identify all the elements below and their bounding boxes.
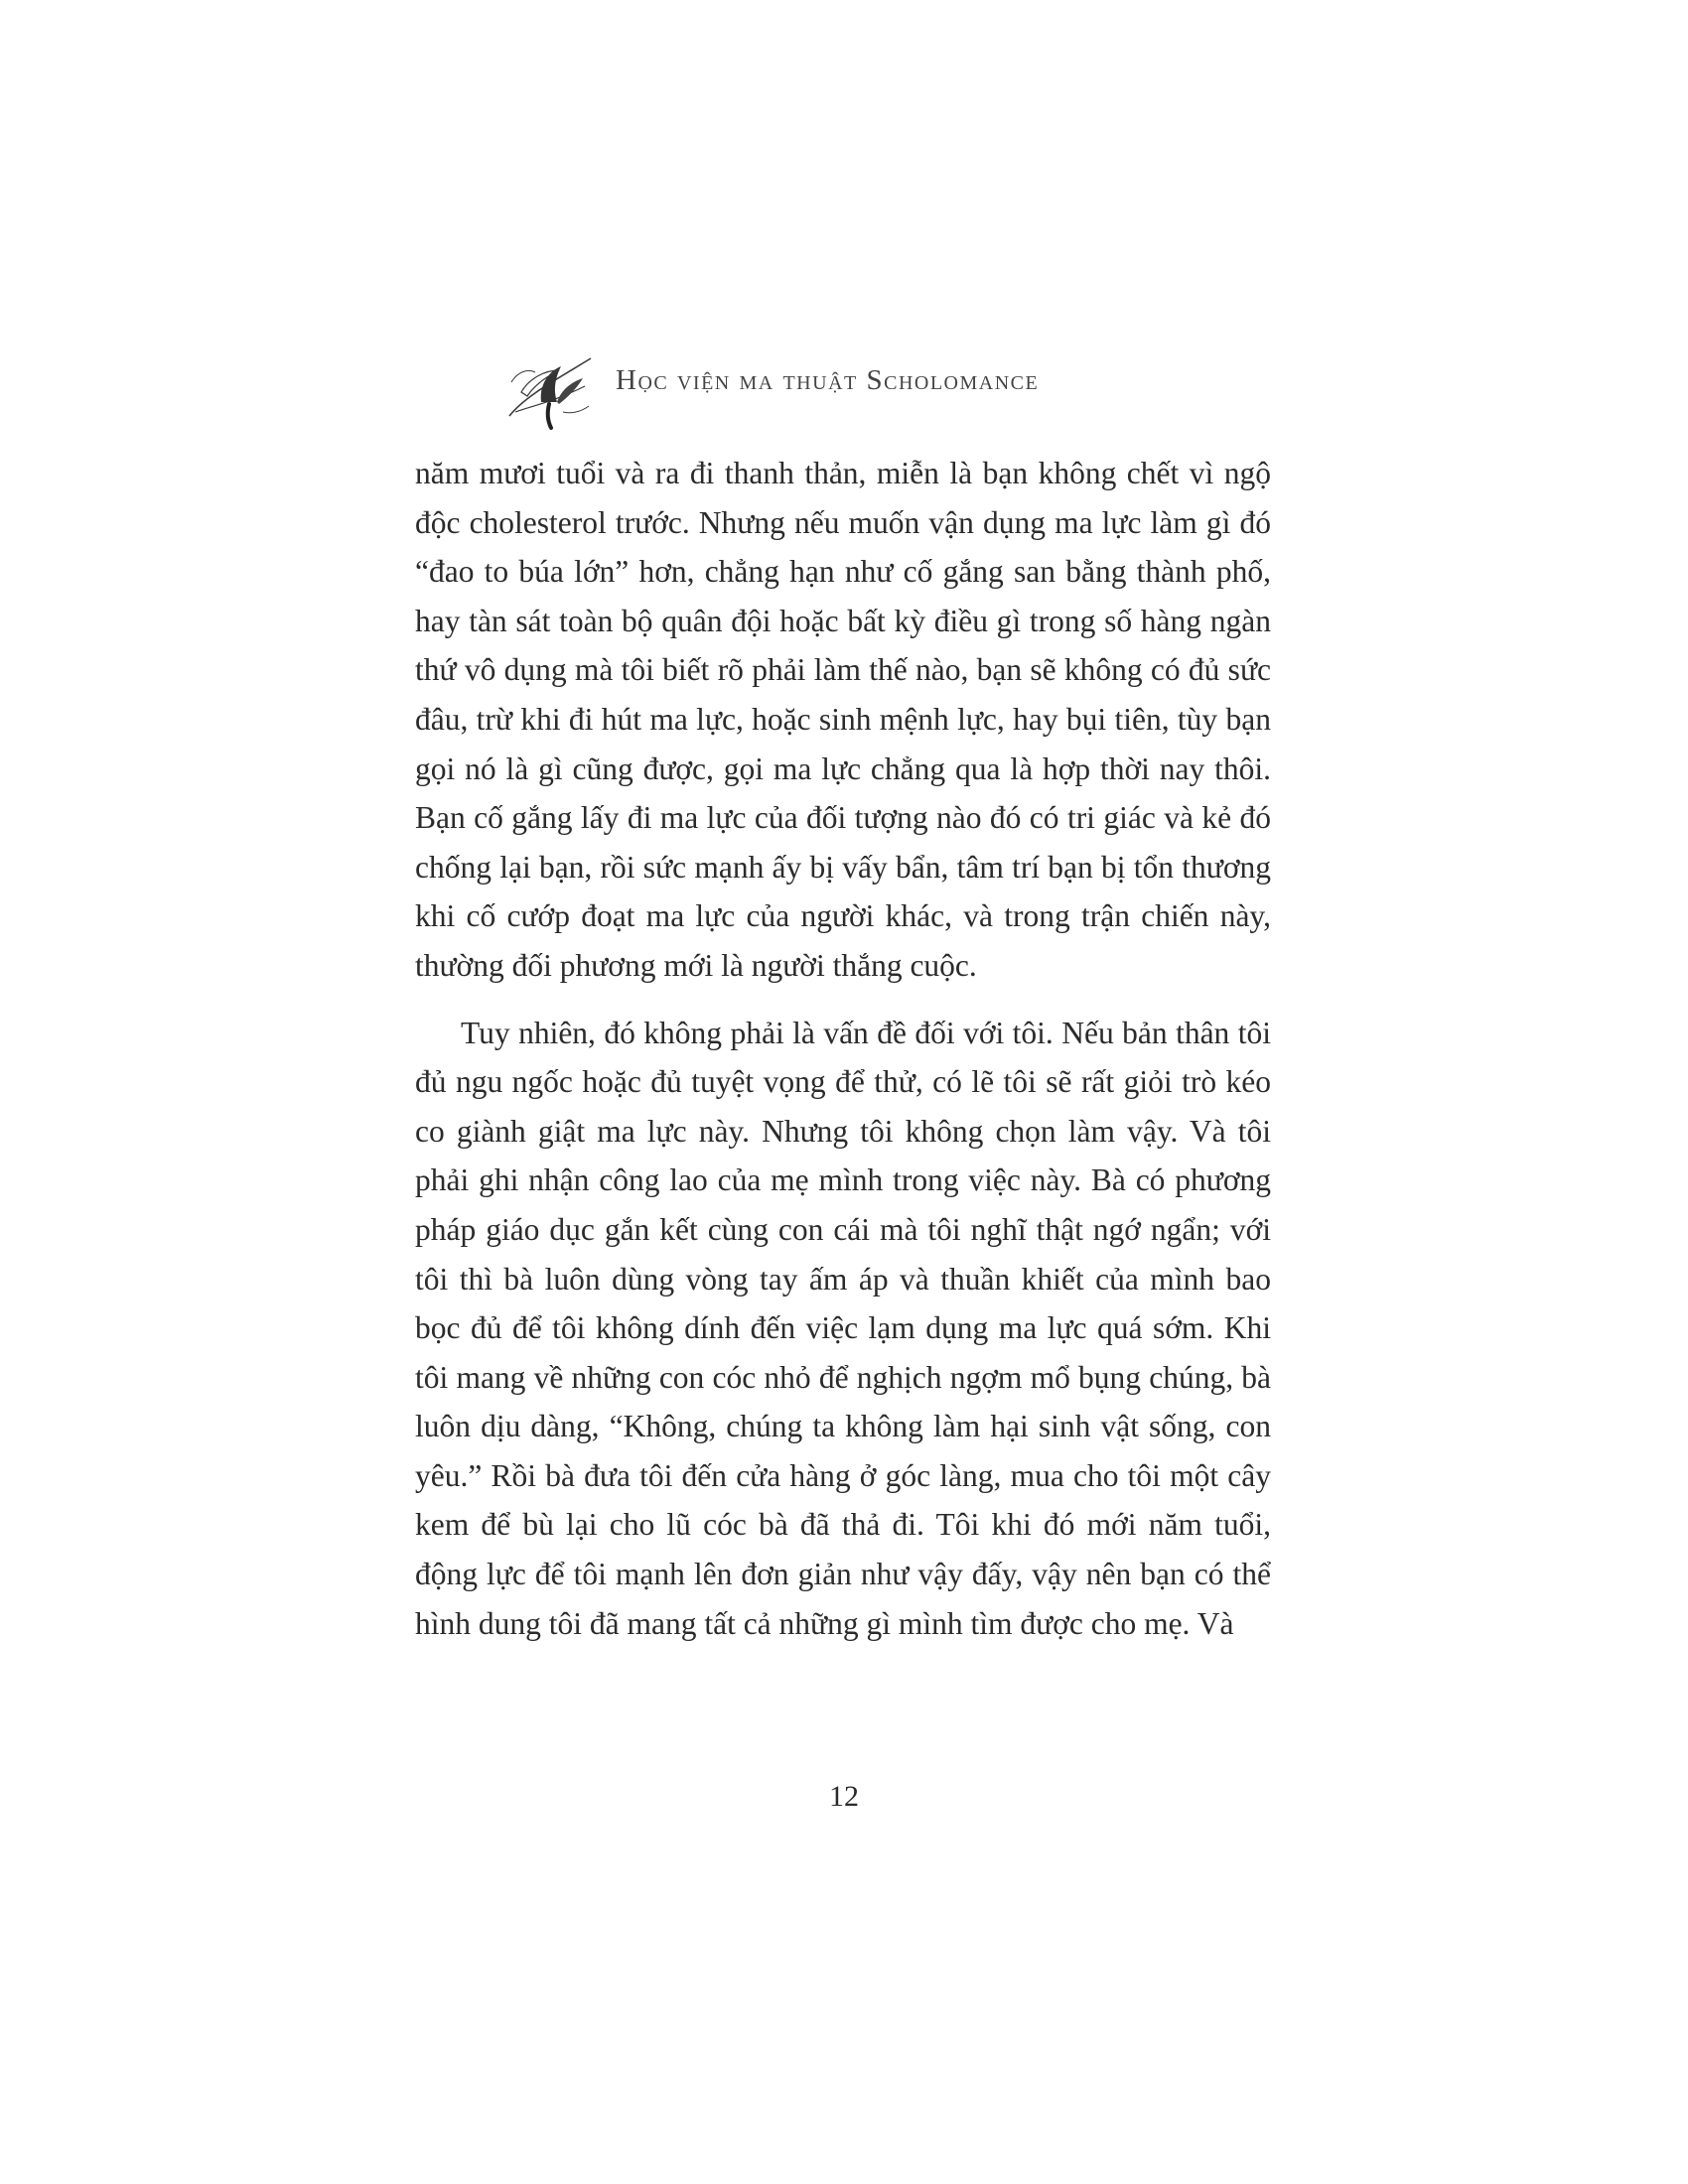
body-text [415, 449, 1271, 1648]
paragraph-continued: năm mươi tuổi và ra đi thanh thản, miễn là bạn không chết vì ngộ độc cholesterol trước. Nhưng nếu muốn vận dụng ma lực làm gì đó “đao to búa lớn” hơn, chẳng hạn như cố gắng san bằng thành phố, hay tàn sát toàn bộ quân đội hoặc bất kỳ điều gì trong số hàng ngàn thứ vô dụng mà tôi biết rõ phải làm thế nào, bạn sẽ không có đủ sức đâu, trừ khi đi hút ma lực, hoặc sinh mệnh lực, hay bụi tiên, tùy bạn gọi nó là gì cũng được, gọi ma lực chẳng qua là hợp thời nay thôi. Bạn cố gắng lấy đi ma lực của đối tượng nào đó có tri giác và kẻ đó chống lại bạn, rồi sức mạnh ấy bị vấy bẩn, tâm trí bạn bị tổn thương khi cố cướp đoạt ma lực của người khác, và trong trận chiến này, thường đối phương mới là người thắng cuộc. [415, 456, 1271, 983]
running-title: Học viện ma thuật Scholomance [616, 364, 1040, 396]
page-number: 12 [829, 1780, 859, 1813]
quill-pen-flourish-icon [501, 342, 601, 432]
running-head [501, 342, 1196, 432]
paragraph: Tuy nhiên, đó không phải là vấn đề đối với tôi. Nếu bản thân tôi đủ ngu ngốc hoặc đủ tuyệt vọng để thử, có lẽ tôi sẽ rất giỏi trò kéo co giành giật ma lực này. Nhưng tôi không chọn làm vậy. Và tôi phải ghi nhận công lao của mẹ mình trong việc này. Bà có phương pháp giáo dục gắn kết cùng con cái mà tôi nghĩ thật ngớ ngẩn; với tôi thì bà luôn dùng vòng tay ấm áp và thuần khiết của mình bao bọc đủ để tôi không dính đến việc lạm dụng ma lực quá sớm. Khi tôi mang về những con cóc nhỏ để nghịch ngợm mổ bụng chúng, bà luôn dịu dàng, “Không, chúng ta không làm hại sinh vật sống, con yêu.” Rồi bà đưa tôi đến cửa hàng ở góc làng, mua cho tôi một cây kem để bù lại cho lũ cóc bà đã thả đi. Tôi khi đó mới năm tuổi, động lực để tôi mạnh lên đơn giản như vậy đấy, vậy nên bạn có thể hình dung tôi đã mang tất cả những gì mình tìm được cho mẹ. Và [415, 1015, 1271, 1641]
